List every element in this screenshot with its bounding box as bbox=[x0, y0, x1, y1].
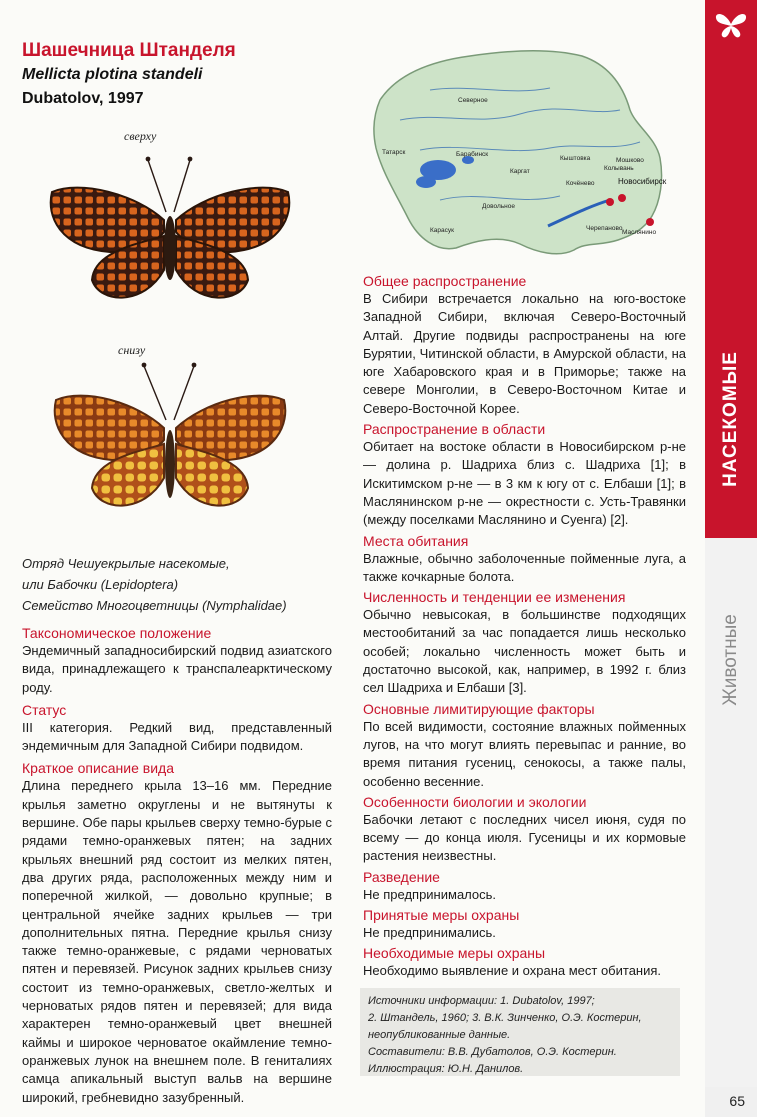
section-status bbox=[22, 701, 332, 756]
section-text: Необходимо выявление и охрана мест обитания. bbox=[363, 963, 662, 979]
section-tab-animals: Животные bbox=[720, 614, 742, 706]
section-text: По всей видимости, состояние влажных пойменных лугов, на что могут влиять перевыпас и ранние, во время питания гусениц, сенокосы, а также палы, особенно весенние. bbox=[363, 718, 686, 789]
section-heading: Особенности биологии и экологии bbox=[363, 793, 587, 810]
section-biology bbox=[363, 793, 686, 866]
underside-label: снизу bbox=[118, 343, 146, 357]
section-heading: Таксономическое положение bbox=[22, 625, 212, 641]
right-column bbox=[363, 270, 686, 981]
section-description bbox=[22, 759, 332, 1106]
map-label: Северное bbox=[458, 97, 488, 104]
map-label: Довольное bbox=[482, 203, 515, 210]
butterfly-underside-photo bbox=[40, 352, 300, 532]
section-heading: Краткое описание вида bbox=[22, 760, 174, 777]
section-text: Бабочки летают с последних чисел июня, судя по всему — до конца июля. Гусеницы и их кормовые растения неизвестны. bbox=[363, 811, 686, 864]
taxonomy-line: Отряд Чешуекрылые насекомые, bbox=[22, 556, 230, 571]
section-heading: Общее распространение bbox=[363, 273, 527, 289]
section-text: Обитает на востоке области в Новосибирском р-не — долина р. Шадриха близ с. Шадриха [1]; в Искитимском р-не — в 3 км к югу от с. Елбаши [1]; в Маслянинском р-не — окрестности с. Усть-Травянки (между поселками Маслянино и Суенга) [2]. bbox=[363, 439, 686, 528]
map-label: Маслянино bbox=[622, 229, 657, 236]
sources-line: неопубликованные данные. bbox=[368, 1029, 511, 1041]
map-label: Колывань bbox=[604, 165, 634, 172]
map-label: Кочёнево bbox=[566, 180, 595, 187]
section-general-distribution bbox=[363, 272, 686, 418]
taxonomy-line: или Бабочки (Lepidoptera) bbox=[22, 577, 179, 592]
sources-line: Источники информации: 1. Dubatolov, 1997; bbox=[368, 995, 595, 1007]
section-heading: Численность и тенденции ее изменения bbox=[363, 589, 626, 606]
map-label: Черепаново bbox=[586, 225, 623, 232]
section-text: III категория. Редкий вид, представленный эндемичным для Западной Сибири подвидом. bbox=[22, 719, 332, 754]
section-heading: Разведение bbox=[363, 868, 440, 885]
section-heading: Места обитания bbox=[363, 532, 469, 549]
section-heading: Статус bbox=[22, 701, 67, 718]
section-breeding bbox=[363, 868, 686, 904]
map-label: Барабинск bbox=[456, 151, 489, 158]
taxonomy-line: Семейство Многоцветницы (Nymphalidae) bbox=[22, 598, 287, 613]
section-text: В Сибири встречается локально на юго-востоке Западной Сибири, включая Северо-Восточный Алтай. Другие подвиды распространены на юге Бурятии, Читинской области, в Амурской области, на юге Хабаровского края и в Приморье; также на севере Монголии, в Северо-Восточном Китае и Северо-Восточной Корее. bbox=[363, 291, 686, 416]
taxonomy-block bbox=[22, 553, 287, 616]
species-author: Dubatolov, 1997 bbox=[22, 90, 144, 107]
section-regional-distribution bbox=[363, 420, 686, 529]
section-heading: Принятые меры охраны bbox=[363, 907, 520, 924]
map-label: Карасук bbox=[430, 227, 454, 234]
map-label: Мошково bbox=[616, 157, 644, 164]
left-column bbox=[22, 622, 332, 1107]
section-heading: Необходимые меры охраны bbox=[363, 945, 546, 962]
section-abundance bbox=[363, 588, 686, 697]
map-label: Каргат bbox=[510, 168, 530, 175]
section-heading: Распространение в области bbox=[363, 421, 546, 438]
section-text: Обычно невысокая, в большинстве подходящих местообитаний за час попадается лишь несколько особей; локально численность может быть и достаточно высокой, как, например, в 1992 г. близ сел Шадриха и Елбаши [3]. bbox=[363, 607, 686, 696]
map-label: Татарск bbox=[382, 149, 406, 156]
latin-name: Mellicta plotina standeli bbox=[22, 66, 203, 83]
species-title: Шашечница Штанделя bbox=[22, 40, 236, 61]
section-habitat bbox=[363, 532, 686, 587]
section-limiting-factors bbox=[363, 700, 686, 791]
section-measures-taken bbox=[363, 906, 686, 942]
distribution-map bbox=[360, 30, 670, 270]
upperside-label: сверху bbox=[124, 129, 157, 143]
section-text: Не предпринималось. bbox=[363, 886, 497, 902]
map-label: Кыштовка bbox=[560, 155, 591, 162]
section-text: Эндемичный западносибирский подвид азиатского вида, принадлежащего к транспалеарктическому роду. bbox=[22, 643, 332, 695]
section-measures-needed bbox=[363, 944, 686, 980]
section-text: Влажные, обычно заболоченные пойменные луга, а также кочкарные болота. bbox=[363, 550, 686, 584]
sources-box bbox=[360, 988, 680, 1076]
section-heading: Основные лимитирующие факторы bbox=[363, 700, 595, 717]
section-tab-insects: НАСЕКОМЫЕ bbox=[720, 351, 741, 487]
section-text: Длина переднего крыла 13–16 мм. Передние крылья заметно округлены и не вытянуты к вершине. Обе пары крыльев сверху темно-бурые с рядами темно-оранжевых пятен; на задних крыльях внешний ряд состоит из мелких пятен, два других ряда, расположенных между ним и поперечной жилкой, — довольно крупные; в центральной ячейке задних крыльев — три дополнительных пятна. Передние крылья снизу также темно-оранжевые, с рядами черноватых пятен и перевязей. Рисунок задних крыльев снизу состоит из темно-оранжевых, светло-желтых и черноватых рядов пятен и перевязей; для вида характерен темно-оранжевый цвет внешней каймы и широкое черноватое окаймление темно-оранжевых лунок на внешнем поле. В гениталиях самца апикальный выступ вальв на вершине широкий, гребневидно зазубренный. bbox=[22, 778, 332, 1105]
section-text: Не предпринимались. bbox=[363, 925, 496, 941]
map-label: Новосибирск bbox=[618, 177, 667, 186]
section-taxonomic-position bbox=[22, 624, 332, 697]
compilers-line: Составители: В.В. Дубатолов, О.Э. Костерин. bbox=[368, 1046, 617, 1058]
sources-line: 2. Штандель, 1960; 3. В.К. Зинченко, О.Э. Костерин, bbox=[368, 1012, 642, 1024]
butterfly-icon bbox=[713, 10, 749, 40]
page-number: 65 bbox=[729, 1093, 745, 1109]
illustration-credit: Иллюстрация: Ю.Н. Данилов. bbox=[368, 1063, 524, 1075]
butterfly-upperside-photo bbox=[40, 140, 300, 320]
side-tab-top bbox=[705, 0, 757, 300]
